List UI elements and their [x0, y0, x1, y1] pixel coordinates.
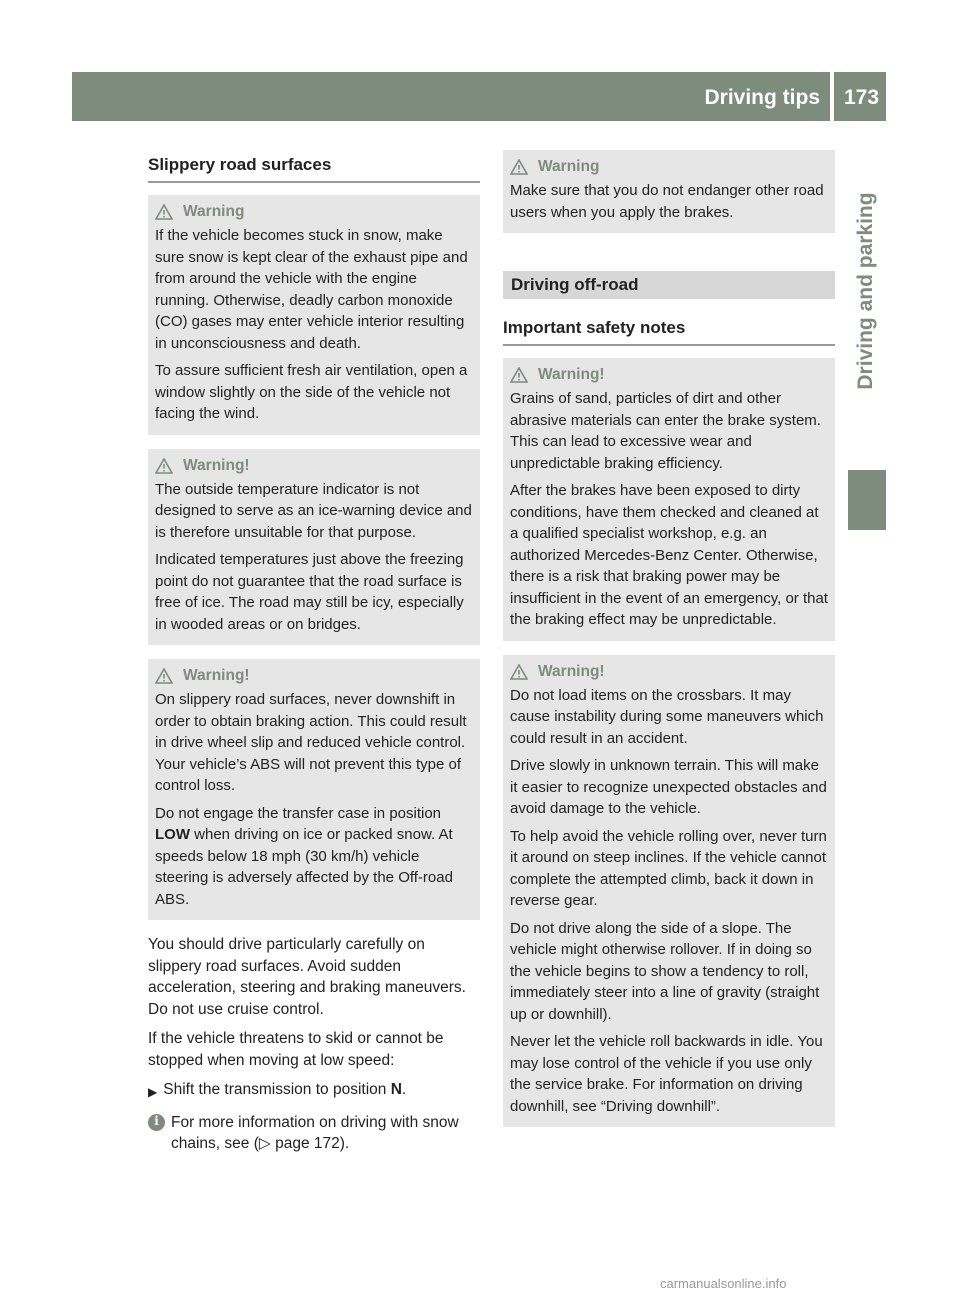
info-note	[148, 1112, 480, 1155]
text-run: when driving on ice or packed snow. At speeds below 18 mph (30 km/h) vehicle steering is adversely affected by the Off-road ABS.	[155, 826, 453, 908]
warning-box	[148, 659, 480, 920]
warning-box	[148, 195, 480, 435]
warning-header	[155, 667, 473, 685]
side-tab-label: Driving and parking	[854, 192, 877, 390]
warning-header	[510, 158, 828, 176]
step-text	[163, 1079, 406, 1104]
instruction-step	[148, 1079, 480, 1104]
position-low: LOW	[155, 826, 190, 843]
warning-triangle-icon	[155, 458, 173, 474]
side-tab-marker	[848, 470, 886, 530]
warning-box	[148, 449, 480, 646]
warning-text: Drive slowly in unknown terrain. This will make it easier to recognize unexpected obstacles and avoid damage to the vehicle.	[510, 757, 827, 817]
body-paragraph: If the vehicle threatens to skid or cannot be stopped when moving at low speed:	[148, 1030, 444, 1069]
warning-triangle-icon	[155, 668, 173, 684]
info-text: For more information on driving with snow chains, see (▷ page 172).	[171, 1113, 459, 1152]
warning-title: Warning	[538, 158, 600, 175]
body-paragraph: You should drive particularly carefully on slippery road surfaces. Avoid sudden acceleration, steering and braking maneuvers. Do not use cruise control.	[148, 936, 466, 1018]
warning-text: If the vehicle becomes stuck in snow, make sure snow is kept clear of the exhaust pipe and from around the vehicle with the engine running. Otherwise, deadly carbon monoxide (CO) gases may enter vehicle interior resulting in unconsciousness and death.	[155, 227, 468, 352]
warning-text: Grains of sand, particles of dirt and other abrasive materials can enter the brake system. This can lead to excessive wear and unpredictable braking efficiency.	[510, 390, 821, 472]
warning-text: After the brakes have been exposed to dirty conditions, have them checked and cleaned at a qualified specialist workshop, e.g. an authorized Mercedes-Benz Center. Otherwise, there is a risk that braking power may be insufficient in the event of an emergency, or that the braking effect may be unpredictable.	[510, 482, 828, 628]
warning-text	[155, 803, 473, 911]
warning-text: On slippery road surfaces, never downshift in order to obtain braking action. This could result in drive wheel slip and reduced vehicle control. Your vehicle’s ABS will not prevent this type of control loss.	[155, 691, 467, 794]
warning-header	[155, 203, 473, 221]
warning-text: Do not load items on the crossbars. It may cause instability during some maneuvers which could result in an accident.	[510, 686, 824, 747]
warning-text: The outside temperature indicator is not designed to serve as an ice-warning device and is therefore unsuitable for that purpose.	[155, 480, 472, 541]
position-n: N	[390, 1081, 402, 1098]
warning-title: Warning!	[538, 366, 605, 383]
info-icon: i	[148, 1114, 165, 1131]
warning-header	[510, 366, 828, 384]
warning-triangle-icon	[155, 204, 173, 220]
warning-header	[155, 457, 473, 475]
section-heading-safety: Important safety notes	[503, 313, 835, 346]
text-run: Shift the transmission to position	[163, 1081, 391, 1098]
side-tab	[848, 121, 886, 461]
warning-text: Make sure that you do not endanger other road users when you apply the brakes.	[510, 182, 824, 221]
text-run: .	[401, 1081, 407, 1098]
section-bar-off-road: Driving off-road	[503, 271, 835, 299]
warning-text: Indicated temperatures just above the freezing point do not guarantee that the road surface is free of ice. The road may still be icy, especially in wooded areas or on bridges.	[155, 551, 464, 633]
warning-title: Warning	[183, 203, 245, 220]
text-run: Do not engage the transfer case in position	[155, 804, 442, 822]
warning-text: To help avoid the vehicle rolling over, never turn it around on steep inclines. If the vehicle cannot complete the attempted climb, back it down in reverse gear.	[510, 827, 827, 909]
warning-text: Never let the vehicle roll backwards in idle. You may lose control of the vehicle if you use only the service brake. For information on driving downhill, see “Driving downhill”.	[510, 1033, 823, 1115]
footer-watermark: carmanualsonline.info	[660, 1276, 787, 1291]
warning-box	[503, 655, 835, 1128]
warning-title: Warning!	[183, 667, 250, 684]
warning-title: Warning!	[538, 662, 605, 680]
header-title: Driving tips	[704, 86, 820, 109]
warning-header	[510, 663, 828, 681]
section-heading-slippery: Slippery road surfaces	[148, 150, 480, 183]
warning-triangle-icon	[510, 367, 528, 383]
warning-triangle-icon	[510, 664, 528, 680]
header-separator	[830, 72, 834, 121]
warning-box	[503, 358, 835, 641]
left-column	[148, 150, 480, 1155]
warning-box	[503, 150, 835, 233]
warning-triangle-icon	[510, 159, 528, 175]
right-column	[503, 150, 835, 1141]
step-arrow-icon: ▶	[148, 1085, 158, 1099]
warning-title: Warning!	[183, 456, 250, 474]
warning-text: To assure sufficient fresh air ventilation, open a window slightly on the side of the vehicle not facing the wind.	[155, 362, 468, 422]
warning-text: Do not drive along the side of a slope. The vehicle might otherwise rollover. If in doing so the vehicle begins to show a tendency to roll, immediately steer into a line of gravity (straight up or downhill).	[510, 919, 820, 1023]
page-number: 173	[844, 86, 880, 109]
